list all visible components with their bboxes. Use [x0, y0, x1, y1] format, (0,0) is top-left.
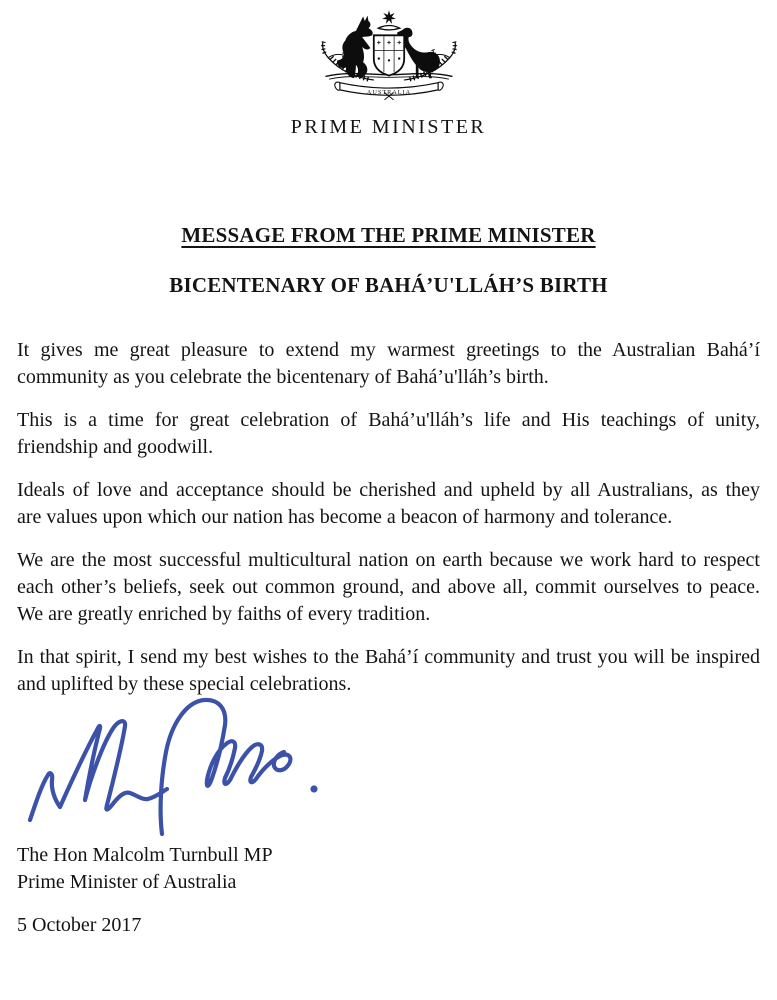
- body-line: In that spirit, I send my best wishes to the Bahá’í community and trust you will be inspired: [17, 646, 760, 668]
- crest-banner-label: AUSTRALIA: [366, 88, 411, 96]
- signer-name: The Hon Malcolm Turnbull MP: [17, 844, 273, 866]
- body-line: This is a time for great celebration of Bahá’u'lláh’s life and His teachings of unity,: [17, 409, 760, 431]
- subject-heading: BICENTENARY OF BAHÁ’U'LLÁH’S BIRTH: [169, 273, 608, 297]
- body-line: community as you celebrate the bicentenary of Bahá’u'lláh’s birth.: [17, 366, 549, 388]
- body-line: We are the most successful multicultural nation on earth because we work hard to respect: [17, 549, 760, 571]
- body-paragraph: [17, 477, 760, 531]
- australia-banner: [334, 82, 442, 100]
- body-line: We are greatly enriched by faiths of every tradition.: [17, 603, 431, 625]
- body-paragraph: [17, 407, 760, 461]
- signature: [18, 690, 324, 842]
- commonwealth-star-icon: [382, 10, 396, 24]
- australian-coat-of-arms: [313, 8, 465, 102]
- body-paragraph: [17, 547, 760, 628]
- body-line: and uplifted by these special celebrations.: [17, 673, 352, 695]
- body-line: It gives me great pleasure to extend my warmest greetings to the Australian Bahá’í: [17, 339, 760, 361]
- message-heading: MESSAGE FROM THE PRIME MINISTER: [181, 223, 596, 247]
- signer-title: Prime Minister of Australia: [17, 871, 237, 893]
- body-line: each other’s beliefs, seek out common ground, and above all, commit ourselves to peace.: [17, 576, 760, 598]
- body-paragraph: [17, 337, 760, 391]
- shield-icon: [373, 35, 403, 75]
- letterhead-title: PRIME MINISTER: [290, 116, 487, 138]
- letter-body: [17, 337, 760, 698]
- body-line: friendship and goodwill.: [17, 436, 214, 458]
- body-line: are values upon which our nation has become a beacon of harmony and tolerance.: [17, 506, 673, 528]
- signature-ink-icon: [18, 690, 324, 842]
- letter-date: 5 October 2017: [17, 914, 142, 936]
- body-line: Ideals of love and acceptance should be cherished and upheld by all Australians, as they: [17, 479, 760, 501]
